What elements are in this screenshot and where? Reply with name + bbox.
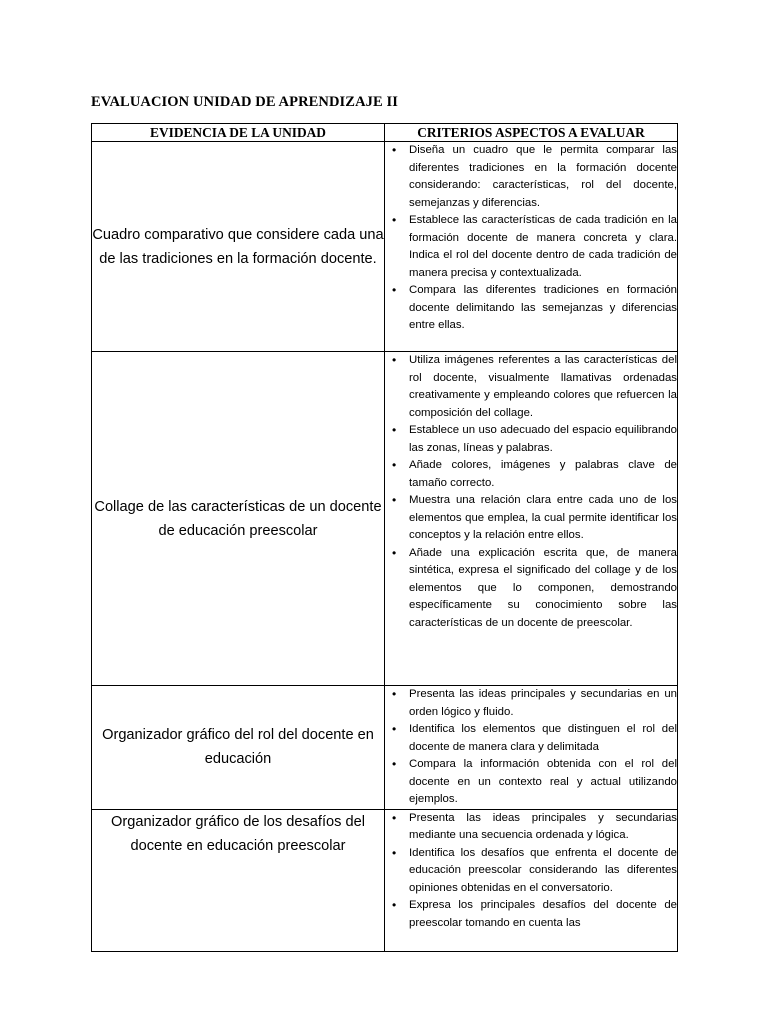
criteria-cell [385, 352, 678, 686]
table-row [92, 142, 678, 352]
criteria-cell [385, 686, 678, 810]
criteria-column-header: CRITERIOS ASPECTOS A EVALUAR [385, 124, 678, 142]
criteria-clip [385, 810, 677, 951]
criteria-item: • Diseña un cuadro que le permita comparar las diferentes tradiciones en la formación docente considerando: características, rol del docente, semejanzas y diferencias. [409, 142, 677, 212]
header-row [92, 124, 678, 142]
evidence-cell [92, 809, 385, 951]
document-title: EVALUACION UNIDAD DE APRENDIZAJE II [91, 94, 398, 110]
criteria-item: • Establece las características de cada tradición en la formación docente de manera concreta y clara. Indica el rol del docente dentro de cada tradición de manera precisa y contextualizada. [409, 212, 677, 282]
criteria-item: • Muestra una relación clara entre cada uno de los elementos que emplea, la cual permite identificar los conceptos y la relación entre ellos. [409, 492, 677, 545]
criteria-item: • Identifica los elementos que distinguen el rol del docente de manera clara y delimitada [409, 721, 677, 756]
criteria-list [385, 352, 677, 632]
criteria-item: • Compara la información obtenida con el rol del docente en un contexto real y actual utilizando ejemplos. [409, 756, 677, 809]
evidence-text: Collage de las características de un docente de educación preescolar [94, 498, 382, 539]
evidence-cell [92, 352, 385, 686]
criteria-item: • Añade una explicación escrita que, de manera sintética, expresa el significado del collage y de los elementos que lo componen, demostrando específicamente su conocimiento sobre las características de un docente de preescolar. [409, 545, 677, 633]
criteria-list [385, 142, 677, 335]
evidence-cell [92, 686, 385, 810]
evidence-column-header: EVIDENCIA DE LA UNIDAD [92, 124, 385, 142]
table-row [92, 809, 678, 951]
criteria-cell [385, 142, 678, 352]
criteria-cell [385, 809, 678, 951]
criteria-item: • Expresa los principales desafíos del docente de preescolar tomando en cuenta las [409, 897, 677, 932]
evidence-text: Organizador gráfico del rol del docente en educación [102, 727, 374, 768]
table-row [92, 686, 678, 810]
criteria-item: • Compara las diferentes tradiciones en formación docente delimitando las semejanzas y diferencias entre ellas. [409, 282, 677, 335]
evaluation-table [91, 123, 678, 952]
evidence-cell [92, 142, 385, 352]
evidence-text: Cuadro comparativo que considere cada una de las tradiciones en la formación docente. [92, 226, 384, 267]
criteria-item: • Identifica los desafíos que enfrenta el docente de educación preescolar considerando las diferentes opiniones obtenidas en el conversatorio. [409, 845, 677, 898]
evidence-text: Organizador gráfico de los desafíos del docente en educación preescolar [111, 813, 365, 854]
criteria-list [385, 810, 677, 933]
criteria-list [385, 686, 677, 809]
criteria-item: • Añade colores, imágenes y palabras clave de tamaño correcto. [409, 457, 677, 492]
table-row [92, 352, 678, 686]
criteria-item: • Utiliza imágenes referentes a las características del rol docente, visualmente llamativas ordenadas creativamente y empleando colores que refuercen la composición del collage. [409, 352, 677, 422]
criteria-item: • Establece un uso adecuado del espacio equilibrando las zonas, líneas y palabras. [409, 422, 677, 457]
criteria-item: • Presenta las ideas principales y secundarias mediante una secuencia ordenada y lógica. [409, 810, 677, 845]
criteria-item: • Presenta las ideas principales y secundarias en un orden lógico y fluido. [409, 686, 677, 721]
